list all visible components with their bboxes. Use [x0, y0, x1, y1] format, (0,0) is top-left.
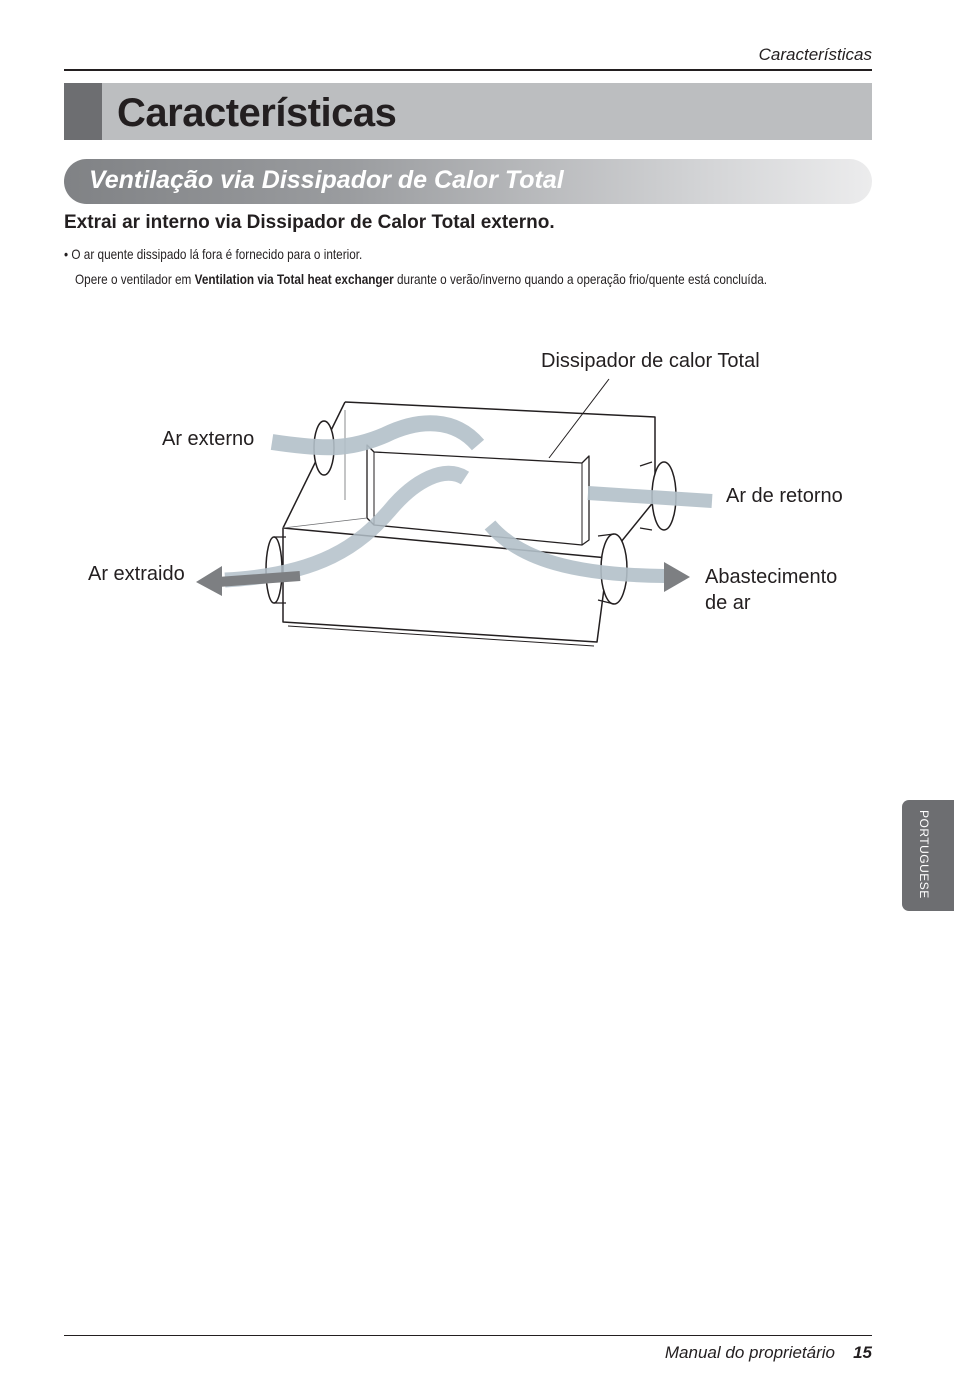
label-supply-air [705, 564, 837, 616]
label-return-air: Ar de retorno [726, 485, 843, 507]
bullet-text-line1: O ar quente dissipado lá fora é fornecido para o interior. [71, 246, 363, 262]
section-heading-bar [64, 159, 872, 204]
page-title-band [64, 83, 872, 140]
section-title: Ventilação via Dissipador de Calor Total [89, 166, 564, 194]
running-header: Características [758, 45, 872, 64]
language-tab-label: PORTUGUESE [917, 810, 931, 899]
unit-base-edge [288, 626, 594, 646]
label-heat-exchanger: Dissipador de calor Total [541, 350, 760, 372]
unit-left-edge [283, 402, 345, 528]
bullet-text-after: durante o verão/inverno quando a operação frio/quente está concluída. [393, 271, 768, 287]
page-number: 15 [853, 1343, 872, 1362]
label-supply-air-line1: Abastecimento [705, 566, 838, 588]
footer-rule [64, 1335, 872, 1336]
airflow-streams [196, 423, 712, 596]
unit-front-panel [283, 528, 608, 642]
supply-air-stream [490, 525, 665, 576]
language-tab [902, 800, 954, 911]
footer-manual-title: Manual do proprietário [664, 1343, 835, 1362]
exhaust-air-arrow [196, 566, 222, 596]
supply-air-arrow [664, 562, 690, 592]
header-rule [64, 69, 872, 71]
label-supply-air-line2: de ar [705, 592, 751, 614]
bullet-text-bold: Ventilation via Total heat exchanger [194, 271, 394, 287]
page-title: Características [117, 91, 397, 135]
subheading: Extrai ar interno via Dissipador de Calor Total externo. [64, 212, 555, 233]
label-leader-line [549, 379, 609, 458]
bullet-text-line2 [75, 271, 767, 287]
bullet-text-before: Opere o ventilador em [75, 271, 195, 287]
label-exhaust-air: Ar extraido [88, 563, 185, 585]
outdoor-air-stream [272, 423, 478, 447]
title-marker [64, 83, 102, 140]
label-outdoor-air: Ar externo [162, 428, 255, 450]
ventilation-diagram [0, 330, 954, 660]
bullet-item [64, 246, 362, 262]
return-air-stream [588, 493, 712, 501]
bullet-marker: • [64, 246, 69, 262]
